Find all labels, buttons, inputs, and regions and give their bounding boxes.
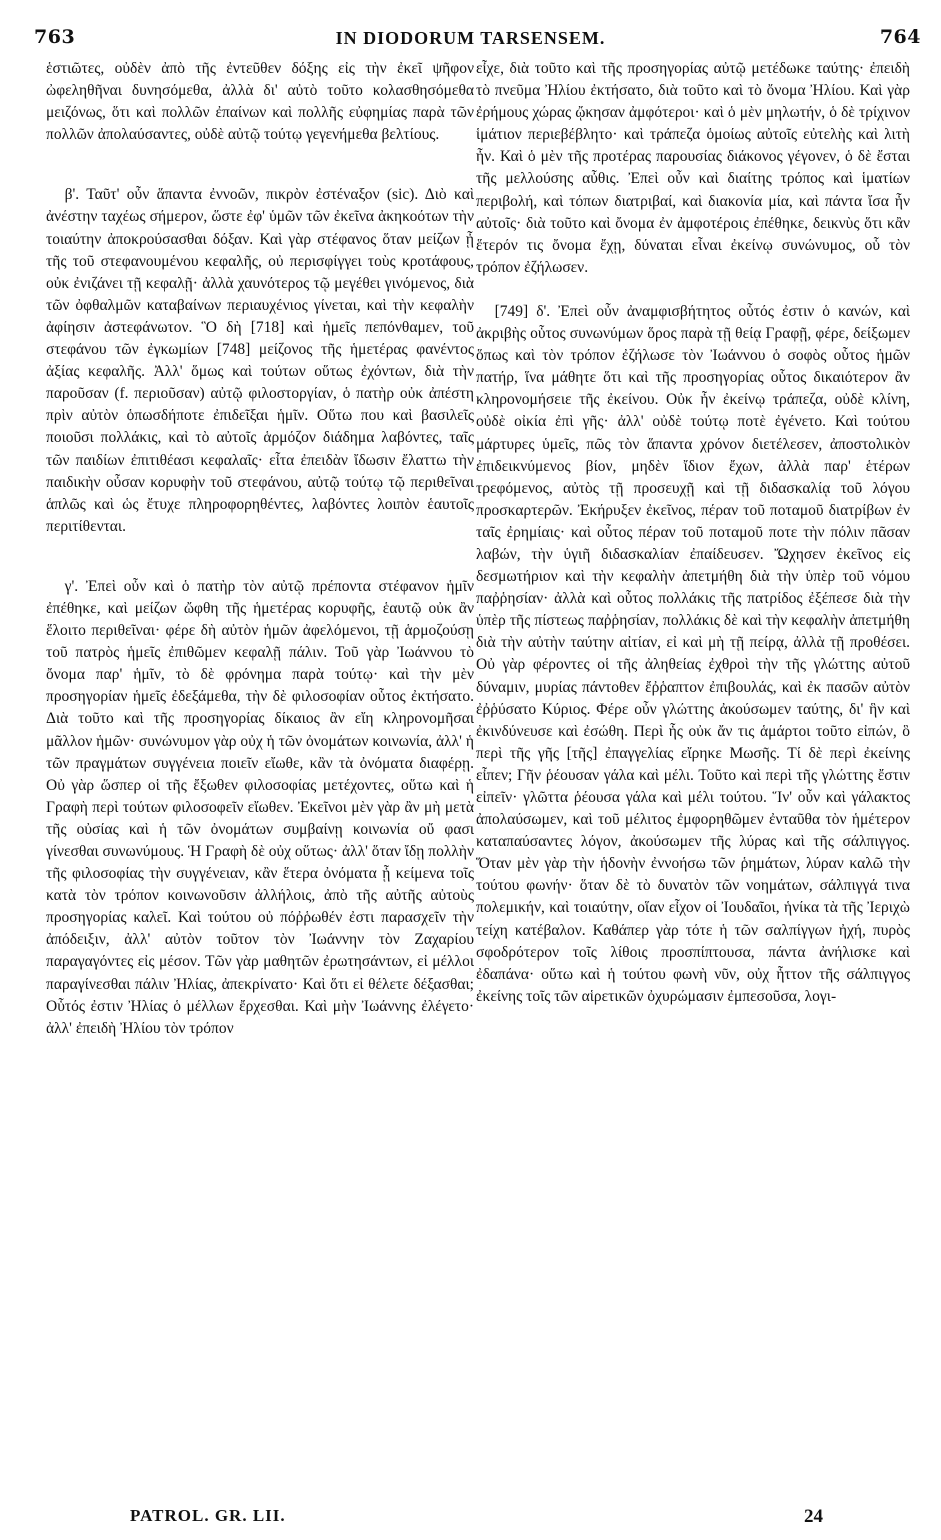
- footer-signature: PATROL. GR. LII.: [130, 1506, 286, 1525]
- footer-signature-number: 24: [804, 1506, 823, 1527]
- paragraph: ἑστιῶτες, οὐδὲν ἀπὸ τῆς ἐντεῦθεν δόξης εἰς τὴν ἐκεῖ ψῆφον ὠφεληθῆναι δυνησόμεθα, ἀλλὰ δι' αὐτὸ τοῦτο κολασθησόμεθα μειζόνως, ὅτι καὶ πολλῶν ἐπαίνων καὶ πολλῆς εὐφημίας παρὰ τῶν πολλῶν ἀπολαύσαντες, οὐδὲ αὐτῷ τούτῳ γεγενήμεθα βελτίους.: [46, 60, 474, 144]
- paragraph: [749] δ'. Ἐπεὶ οὖν ἀναμφισβήτητος οὗτός ἐστιν ὁ κανών, καὶ ἀκριβὴς οὗτος συνωνύμων ὅρος παρὰ τῇ θείᾳ Γραφῇ, φέρε, δείξωμεν ὅπως καὶ τὸν τρόπον ἐζήλωσε τὸν Ἰωάννου ὁ σοφὸς οὗτος ἡμῶν πατήρ, ἵνα μάθητε ὅτι καὶ τῆς προσηγορίας οὗτος δικαιότερον ἂν κληρονομήσειε τῆς ἐκείνου. Οὐκ ἦν ἐκείνῳ τράπεζα, οὐδὲ κλίνη, οὐδὲ οἰκία ἐπὶ γῆς· ἀλλ' οὐδὲ τούτῳ ποτὲ ἐγένετο. Καὶ τούτου μάρτυρες ὑμεῖς, πῶς τὸν ἅπαντα χρόνον διετέλεσεν, ἀποστολικὸν ἐπιδεικνύμενος βίον, μηδὲν ἴδιον ἔχων, ἀλλὰ παρ' ἑτέρων τρεφόμενος, αὐτὸς τῇ προσευχῇ καὶ τῇ διδασκαλίᾳ τοῦ λόγου προσκαρτερῶν. Ἐκήρυξεν ἐκεῖνος, πέραν τοῦ ποταμοῦ διατρίβων ἐν ταῖς ἐρημίαις· καὶ οὗτος πέραν τοῦ ποταμοῦ ποτε τὴν πόλιν πᾶσαν λαβών, τὴν ὑγιῆ διδασκαλίαν ἐπαίδευσεν. Ὤχησεν ἐκεῖνος εἰς δεσμωτήριον καὶ τὴν κεφαλὴν ἀπετμήθη διὰ τὴν ὑπὲρ τοῦ νόμου παῤῥησίαν· ἀλλὰ καὶ οὗτος πολλάκις τῆς πατρίδος ἐξέπεσε διὰ τὴν ὑπὲρ τῆς πίστεως παῤῥησίαν, πολλάκις δὲ καὶ τὴν κεφαλὴν ἀπετμήθη διὰ τὴν αὐτὴν ταύτην αἰτίαν, εἰ καὶ μὴ τῇ πείρᾳ, ἀλλὰ τῇ προθέσει. Οὐ γὰρ φέροντες οἱ τῆς ἀληθείας ἐχθροὶ τὴν τῆς γλώττης αὐτοῦ δύναμιν, μυρίας πάντοθεν ἔῤῥαπτον ἐπιβουλάς, καὶ ἐκ πασῶν αὐτὸν ἐῤῥύσατο Κύριος. Φέρε οὖν γλώττης ἀκούσωμεν ταύτης, δι' ἣν καὶ ἐκινδύνευσε καὶ ἐσώθη. Περὶ ἧς οὐκ ἄν τις ἁμάρτοι τοῦτο εἰπών, ὃ περὶ τῆς γῆς [τῆς] ἐπαγγελίας εἴρηκε Μωσῆς. Τί δὲ περὶ ἐκείνης εἶπεν; Γῆν ῥέουσαν γάλα καὶ μέλι. Τοῦτο καὶ περὶ τῆς γλώττης ἔστιν εἰπεῖν· γλῶττα ῥέουσα γάλα καὶ μέλι τούτου. Ἵν' οὖν καὶ γάλακτος ἀπολαύσωμεν, καὶ τοῦ μέλιτος ἐμφορηθῶμεν ἐνταῦθα τὸν ἡμέτερον καταπαύσαντες λόγον, ἀκούσωμεν τῆς λύρας καὶ τῆς σάλπιγγος. Ὅταν μὲν γὰρ τὴν ἡδονὴν ἐννοήσω τῶν ῥημάτων, λύραν καλῶ τὴν τούτου φωνήν· ὅταν δὲ τὸ δυνατὸν τῶν νοημάτων, σάλπιγγά τινα πολεμικήν, καὶ τοιαύτην, οἵαν εἶχον οἱ Ἰουδαῖοι, ἡνίκα τὰ τῆς Ἰεριχὼ τείχη κατέβαλον. Καθάπερ γὰρ τότε ἡ τῶν σαλπίγγων ἠχή, πυρὸς σφοδρότερον τοῖς λίθοις προσπίπτουσα, πάντα ἀνήλισκε καὶ ἐδαπάνα· οὕτω καὶ ἡ τούτου φωνὴ νῦν, οὐχ ἧττον τῆς σάλπιγγος ἐκείνης τοῖς τῶν αἱρετικῶν ὀχυρώμασιν ἐμπεσοῦσα, λογι-: [476, 302, 910, 1005]
- left-column: [46, 58, 474, 1040]
- paragraph: γ'. Ἐπεὶ οὖν καὶ ὁ πατὴρ τὸν αὐτῷ πρέποντα στέφανον ἡμῖν ἐπέθηκε, καὶ μείζων ὤφθη τῆς ἡμετέρας κορυφῆς, ἑαυτῷ οὐκ ἂν ἕλοιτο περιθεῖναι· φέρε δὴ αὐτὸν ἡμῶν ἀφελόμενοι, τῇ ἁρμοζούσῃ τοῦ πατρὸς ἡμεῖς ἐπιθῶμεν κεφαλῇ πάλιν. Τοῦ γὰρ Ἰωάννου τὸ ὄνομα παρ' ἡμῖν, τὸ δὲ φρόνημα παρὰ τούτῳ· καὶ τὴν μὲν προσηγορίαν ἡμεῖς ἐδεξάμεθα, τὴν δὲ φιλοσοφίαν οὗτος ἐκτήσατο. Διὰ τοῦτο καὶ τῆς προσηγορίας δίκαιος ἂν εἴη κληρονομῆσαι μᾶλλον ἡμῶν· συνώνυμον γὰρ οὐχ ἡ τῶν ὀνομάτων κοινωνία, ἀλλ' ἡ τῶν πραγμάτων συγγένεια ποιεῖν εἴωθε, κἂν τὰ ὀνόματα διαφέρῃ. Οὐ γὰρ ὥσπερ οἱ τῆς ἔξωθεν φιλοσοφίας μετέχοντες, οὕτω καὶ ἡ Γραφὴ περὶ τούτων φιλοσοφεῖν εἴωθεν. Ἐκεῖνοι μὲν γὰρ ἂν μὴ μετὰ τῆς οὐσίας καὶ ἡ τῶν ὀνομάτων συμβαίνῃ κοινωνία οὔ φασι γίνεσθαι συνωνύμους. Ἡ Γραφὴ δὲ οὐχ οὕτως· ἀλλ' ὅταν ἴδῃ πολλὴν τῆς φιλοσοφίας τὴν συγγένειαν, κἂν ἕτερα ὀνόματα ᾖ κείμενα τοῖς κατὰ τὸν τρόπον κοινωνοῦσιν ἀλλήλοις, ἀπὸ τῆς αὐτῆς αὐτοὺς προσηγορίας καλεῖ. Καὶ τούτου οὐ πόῤῥωθέν ἐστι παρασχεῖν τὴν ἀπόδειξιν, ἀλλ' αὐτὸν τοῦτον τὸν Ἰωάννην τὸν Ζαχαρίου παραγαγόντες εἰς μέσον. Τῶν γὰρ μαθητῶν ἐρωτησάντων, εἰ μέλλοι παραγίνεσθαι πάλιν Ἠλίας, ἀπεκρίνατο· Καὶ ὅτι εἰ θέλετε δέξασθαι; Οὗτός ἐστιν Ἠλίας ὁ μέλλων ἔρχεσθαι. Καὶ μὴν Ἰωάννης ἐλέγετο· ἀλλ' ἐπειδὴ Ἠλίου τὸν τρόπον: [46, 577, 474, 1037]
- right-column: [476, 58, 910, 1008]
- running-title: IN DIODORUM TARSENSEM.: [335, 28, 606, 48]
- paragraph: εἶχε, διὰ τοῦτο καὶ τῆς προσηγορίας αὐτῷ μετέδωκε ταύτης· ἐπειδὴ τὸ πνεῦμα Ἠλίου ἐκτήσατο, διὰ τοῦτο καὶ τὸ ὄνομα Ἠλίου. Καὶ γὰρ ἐρήμους χώρας ᾤκησαν ἀμφότεροι· καὶ ὁ μὲν μηλωτήν, ὁ δὲ τρίχινον ἱμάτιον περιεβέβλητο· καὶ τράπεζα ὁμοίως αὐτοῖς εὐτελὴς καὶ λιτὴ ἦν. Καὶ ὁ μὲν τῆς προτέρας παρουσίας διάκονος γέγονεν, ὁ δὲ ἔσται τῆς μελλούσης αὖθις. Ἐπεὶ οὖν καὶ διαίτης τρόπος καὶ ἱματίων περιβολή, καὶ τόπων διατριβαί, καὶ διακονία μία, καὶ πάντα ἴσα ἦν αὐτοῖς· διὰ τοῦτο καὶ ὄνομα ἐν ἀμφοτέροις ἐπέθηκε, δεικνὺς ὅτι κἂν ἕτερόν τις ὄνομα ἔχῃ, δύναται εἶναι ἐκείνῳ συνώνυμος, οὗ τὸν τρόπον ἐζήλωσεν.: [476, 60, 910, 276]
- paragraph: β'. Ταῦτ' οὖν ἅπαντα ἐννοῶν, πικρὸν ἐστέναξον (sic). Διὸ καὶ ἀνέστην ταχέως σήμερον, ὥστε ἐφ' ὑμῶν τῶν ἐκεῖνα ἀκηκοότων τὴν τοιαύτην ἀποκρούσασθαι δόξαν. Καὶ γὰρ στέφανος ὅταν μείζων ᾖ τῆς τοῦ στεφανουμένου κεφαλῆς, οὐ περισφίγγει τοὺς κροτάφους, οὐκ ἐνιζάνει τῇ κεφαλῇ· ἀλλὰ χαυνότερος τῷ μεγέθει γινόμενος, διὰ τῶν ὀφθαλμῶν καταβαίνων περιαυχένιος γίνεται, καὶ τὴν κεφαλὴν ἀφίησιν ἀστεφάνωτον. Ὃ δὴ [718] καὶ ἡμεῖς πεπόνθαμεν, τοῦ στεφάνου τῶν ἐγκωμίων [748] μείζονος τῆς ἡμετέρας φανέντος ἀξίας κεφαλῆς. Ἀλλ' ὅμως καὶ τούτων οὕτως ἐχόντων, διὰ τὴν παροῦσαν (f. περιοῦσαν) αὐτῷ φιλοστοργίαν, ὁ πατὴρ οὐκ ἀπέστη πρὶν αὐτὸν ὁπωσδήποτε ἐπιδεῖξαι ἡμῖν. Οὕτω που καὶ βασιλεῖς ποιοῦσι πολλάκις, καὶ τὸ αὐτοῖς ἁρμόζον διάδημα λαβόντες, ταῖς τῶν παιδίων ἐπιτιθέασι κεφαλαῖς· εἶτα ἐπειδὰν ἴδωσιν ἔλαττω τὴν παιδικὴν οὖσαν κορυφὴν τοῦ στεφάνου, αὐτῷ τούτῳ τῷ περιθεῖναι ἁπλῶς καὶ ὡς ἔτυχε πληροφορηθέντες, λαβόντες λοιπὸν ἑαυτοῖς περιτίθενται.: [46, 186, 474, 535]
- page-number-left: 763: [34, 26, 76, 48]
- page-number-right: 764: [879, 26, 921, 48]
